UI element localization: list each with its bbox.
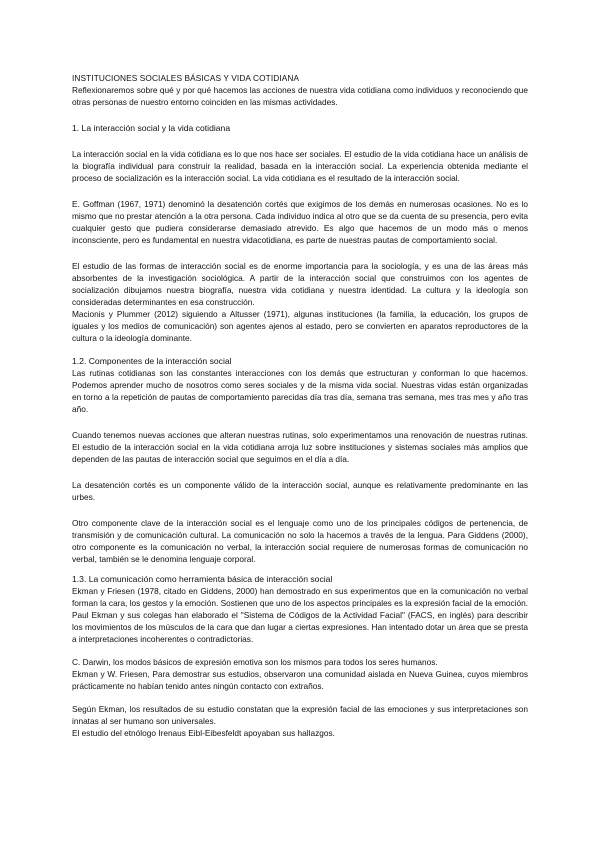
section-1-paragraph: E. Goffman (1967, 1971) denominó la desatención cortés que exigimos de los demás en numerosas ocasiones. No es lo mismo que no prestar atención a la otra persona. Cada individuo indica al otro que se da cuenta de su presencia, pero evita cualquier gesto que pudiera considerarse demasiado atrevido. Es algo que hacemos de un modo más o menos inconsciente, pero es fundamental en nuestra vidacotidiana, es parte de nuestras pautas de comportamiento social. — [72, 199, 528, 245]
section-1-2-paragraph: La desatención cortés es un componente válido de la interacción social, aunque es relativamente predominante en las urbes. — [72, 480, 528, 502]
section-1-2-paragraph: Las rutinas cotidianas son las constantes interacciones con los demás que estructuran y conforman lo que hacemos. Podemos aprender mucho de nosotros como seres sociales y de la misma vida social. Nuestras vidas están organizadas en torno a la repetición de pautas de comportamiento parecidas día tras día, semana tras semana, mes tras mes y año tras año. — [72, 368, 528, 414]
document-body — [72, 72, 528, 739]
section-1-paragraph: La interacción social en la vida cotidiana es lo que nos hace ser sociales. El estudio de la vida cotidiana hace un análisis de la biografía individual para construir la realidad, basada en la interacción social. La experiencia obtenida mediante el proceso de socialización es la interacción social. La vida cotidiana es el resultado de la interacción social. — [72, 149, 528, 183]
section-1-paragraph: Macionis y Plummer (2012) siguiendo a Altusser (1971), algunas instituciones (la familia, la educación, los grupos de iguales y los medios de comunicación) son agentes ajenos al estado, pero se convierten en aparatos reproductores de la cultura o la ideología dominante. — [72, 309, 528, 343]
section-1-2-heading: 1.2. Componentes de la interacción social — [72, 356, 232, 366]
section-1-2-paragraph: Otro componente clave de la interacción social es el lenguaje como uno de los principales códigos de pertenencia, de transmisión y de comunicación cultural. La comunicación no solo la hacemos a través de la lengua. Para Giddens (2000), otro componente es la comunicación no verbal, la interacción social requiere de numerosas formas de comunicación no verbal, también se le denomina lenguaje corporal. — [72, 518, 528, 564]
section-1-3-paragraph: Ekman y Friesen (1978, citado en Giddens, 2000) han demostrado en sus experimentos que en la comunicación no verbal forman la cara, los gestos y la emoción. Sostienen que uno de los aspectos principales es la expresión facial de la emoción. Paul Ekman y sus colegas han elaborado el "Sistema de Códigos de la Actividad Facial" (FACS, en inglés) para describir los movimientos de los músculos de la cara que dan lugar a ciertas expresiones. Han intentado dotar un área que se presta a interpretaciones incoherentes o contradictorias. — [72, 586, 528, 644]
section-1-3-paragraph: El estudio del etnólogo Irenaus Eibl-Eibesfeldt apoyaban sus hallazgos. — [72, 728, 335, 738]
document-title: INSTITUCIONES SOCIALES BÁSICAS Y VIDA COTIDIANA — [72, 73, 300, 83]
section-1-3-paragraph: Según Ekman, los resultados de su estudio constatan que la expresión facial de las emociones y sus interpretaciones son innatas al ser humano son universales. — [72, 704, 528, 726]
section-1-3-heading: 1.3. La comunicación como herramienta básica de interacción social — [72, 574, 333, 584]
section-1-heading: 1. La interacción social y la vida cotidiana — [72, 123, 231, 133]
section-1-2-paragraph: Cuando tenemos nuevas acciones que alteran nuestras rutinas, solo experimentamos una renovación de nuestras rutinas. El estudio de la interacción social en la vida cotidiana arroja luz sobre instituciones y sistemas sociales más amplios que dependen de las pautas de interacción social que seguimos en el día a día. — [72, 430, 528, 464]
section-1-paragraph: El estudio de las formas de interacción social es de enorme importancia para la sociología, y es una de las áreas más absorbentes de la investigación sociológica. A partir de la interacción social que construimos con los agentes de socialización dibujamos nuestra biografía, nuestra vida cotidiana y nuestra identidad. La cultura y la ideología son consideradas determinantes en esa construcción. — [72, 261, 528, 307]
section-1-3-paragraph: C. Darwin, los modos básicos de expresión emotiva son los mismos para todos los seres humanos. — [72, 657, 438, 667]
section-1-3-paragraph: Ekman y W. Friesen, Para demostrar sus estudios, observaron una comunidad aislada en Nueva Guinea, cuyos miembros prácticamente no habían tenido antes ningún contacto con extraños. — [72, 669, 528, 691]
intro-paragraph: Reflexionaremos sobre qué y por qué hacemos las acciones de nuestra vida cotidiana como individuos y reconociendo que otras personas de nuestro entorno coinciden en las mismas actividades. — [72, 85, 528, 107]
